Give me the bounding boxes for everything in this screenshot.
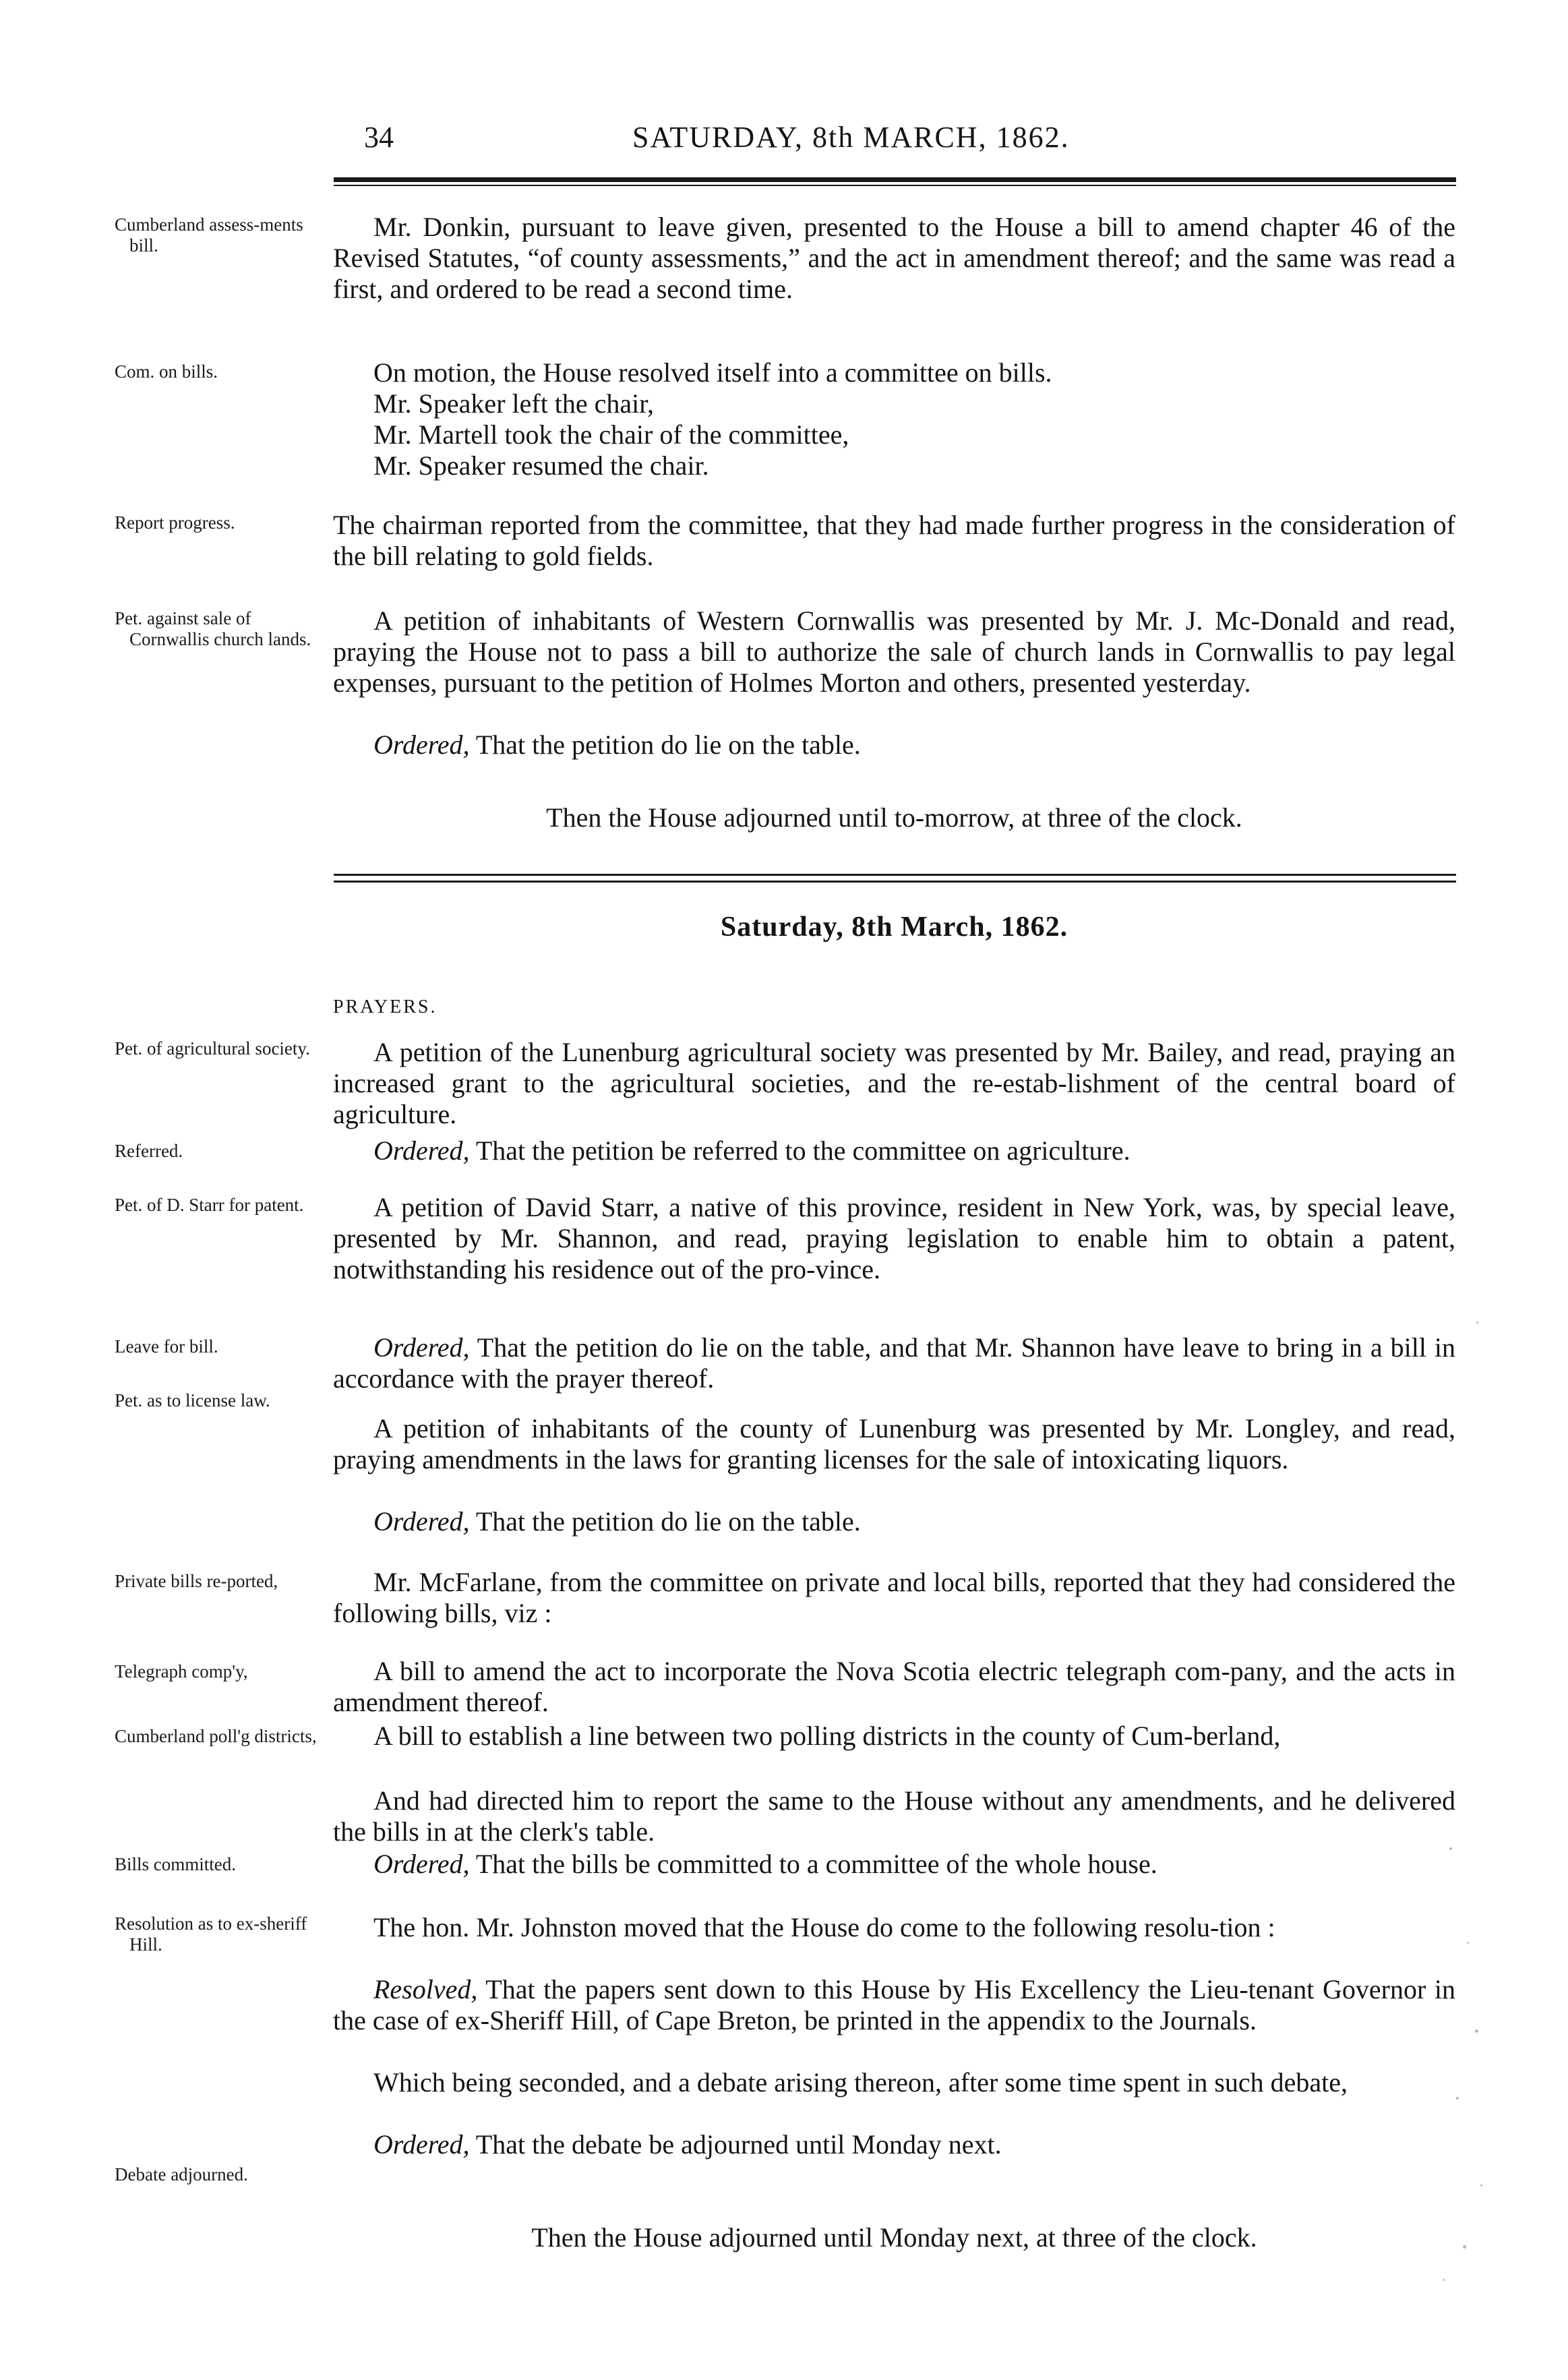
paragraph-chairman-report: The chairman reported from the committee, that they had made further progress in the consideration of the bill relating to gold fields. <box>333 510 1455 571</box>
margin-note-cumberland-polling: Cumberland poll'g districts, <box>115 1726 317 1746</box>
margin-note-agricultural: Pet. of agricultural society. <box>115 1038 310 1059</box>
paragraph-donkin-bill: Mr. Donkin, pursuant to leave given, presented to the House a bill to amend chapter 46 of the Revised Statutes, “of county assessments,” and the act in amendment thereof; and the same was read a first, and ordered to be read a second time. <box>333 212 1455 304</box>
margin-note-private-bills: Private bills re-ported, <box>115 1571 278 1591</box>
paragraph-speaker-resumed: Mr. Speaker resumed the chair. <box>373 450 709 481</box>
ordered-label: Ordered, <box>373 730 470 760</box>
paragraph-johnston-moved: The hon. Mr. Johnston moved that the House do come to the following resolu-tion : <box>373 1912 1275 1942</box>
ordered-label: Ordered, <box>373 1506 470 1537</box>
prayers-label: PRAYERS. <box>333 996 438 1017</box>
paragraph-speaker-left: Mr. Speaker left the chair, <box>373 388 655 419</box>
paragraph-telegraph-bill: A bill to amend the act to incorporate the Nova Scotia electric telegraph com-pany, and the acts in amendment thereof. <box>333 1656 1455 1717</box>
paragraph-starr-petition: A petition of David Starr, a native of this province, resident in New York, was, by special leave, presented by Mr. Shannon, and read, praying legislation to enable him to obtain a patent, notwithstanding his residence out of the pro-vince. <box>333 1192 1455 1284</box>
section-rule-bottom <box>334 881 1456 883</box>
margin-note-license: Pet. as to license law. <box>115 1390 270 1410</box>
ordered-label: Ordered, <box>373 1332 470 1363</box>
paragraph-polling-bill: A bill to establish a line between two polling districts in the county of Cum-berland, <box>373 1721 1281 1751</box>
paragraph-starr-ordered: Ordered, That the petition do lie on the table, and that Mr. Shannon have leave to bring in a bill in accordance with the prayer thereof. <box>333 1332 1455 1394</box>
header-rule-thin <box>334 185 1456 186</box>
paragraph-debate: Which being seconded, and a debate arising thereon, after some time spent in such debate, <box>373 2067 1348 2098</box>
page-number: 34 <box>364 121 394 154</box>
adjourned-monday: Then the House adjourned until Monday next, at three of the clock. <box>531 2222 1257 2253</box>
paragraph-martell-chair: Mr. Martell took the chair of the committee, <box>373 419 849 450</box>
margin-note-referred: Referred. <box>115 1141 183 1161</box>
paragraph-resolution: Resolved, That the papers sent down to this House by His Excellency the Lieu-tenant Governor in the case of ex-Sheriff Hill, of Cape Breton, be printed in the appendix to the Journals. <box>333 1974 1456 2035</box>
ordered-label: Ordered, <box>373 2129 470 2160</box>
page-header <box>364 120 1456 167</box>
section-title: Saturday, 8th March, 1862. <box>720 912 1068 943</box>
margin-note-com-on-bills: Com. on bills. <box>115 361 218 382</box>
paragraph-cornwallis-petition: A petition of inhabitants of Western Cornwallis was presented by Mr. J. Mc-Donald and read, praying the House not to pass a bill to authorize the sale of church lands in Cornwallis to pay legal expenses, pursuant to the petition of Holmes Morton and others, presented yesterday. <box>333 605 1455 698</box>
paragraph-debate-adjourned: Ordered, That the debate be adjourned until Monday next. <box>373 2129 1002 2160</box>
margin-note-cornwallis-petition: Pet. against sale of Cornwallis church lands. <box>115 608 311 649</box>
section-rule-top <box>334 874 1456 876</box>
paragraph-license-ordered: Ordered, That the petition do lie on the table. <box>373 1506 861 1537</box>
margin-note-report-progress: Report progress. <box>115 512 235 533</box>
resolved-label: Resolved, <box>373 1974 478 2004</box>
margin-note-starr: Pet. of D. Starr for patent. <box>115 1195 304 1215</box>
paragraph-directed-report: And had directed him to report the same to the House without any amendments, and he delivered the bills in at the clerk's table. <box>333 1785 1455 1847</box>
margin-note-leave-for-bill: Leave for bill. <box>115 1336 218 1357</box>
paragraph-agricultural-petition: A petition of the Lunenburg agricultural society was presented by Mr. Bailey, and read, praying an increased grant to the agricultural societies, and the re-estab-lishment of the central board of agriculture. <box>333 1037 1455 1129</box>
paragraph-mcfarlane-report: Mr. McFarlane, from the committee on private and local bills, reported that they had considered the following bills, viz : <box>333 1567 1455 1628</box>
adjourned-tomorrow: Then the House adjourned until to-morrow, at three of the clock. <box>546 802 1242 833</box>
paragraph-referred-agriculture: Ordered, That the petition be referred to the committee on agriculture. <box>373 1135 1130 1166</box>
margin-note-resolution-hill: Resolution as to ex-sheriff Hill. <box>115 1913 307 1955</box>
margin-note-cumberland-assessments: Cumberland assess-ments bill. <box>115 214 303 256</box>
margin-note-debate-adjourned: Debate adjourned. <box>115 2164 248 2184</box>
margin-note-bills-committed: Bills committed. <box>115 1854 236 1874</box>
paragraph-ordered-lie-table: Ordered, That the petition do lie on the table. <box>373 730 861 760</box>
ordered-label: Ordered, <box>373 1849 470 1879</box>
running-head: SATURDAY, 8th MARCH, 1862. <box>632 121 1070 154</box>
paragraph-bills-committed: Ordered, That the bills be committed to a committee of the whole house. <box>373 1849 1157 1879</box>
paragraph-committee-motion: On motion, the House resolved itself into a committee on bills. <box>373 357 1052 388</box>
header-rule-thick <box>334 177 1456 182</box>
ordered-label: Ordered, <box>373 1135 470 1166</box>
margin-note-telegraph: Telegraph comp'y, <box>115 1661 248 1682</box>
paragraph-lunenburg-petition: A petition of inhabitants of the county of Lunenburg was presented by Mr. Longley, and read, praying amendments in the laws for granting licenses for the sale of intoxicating liquors. <box>333 1413 1455 1475</box>
